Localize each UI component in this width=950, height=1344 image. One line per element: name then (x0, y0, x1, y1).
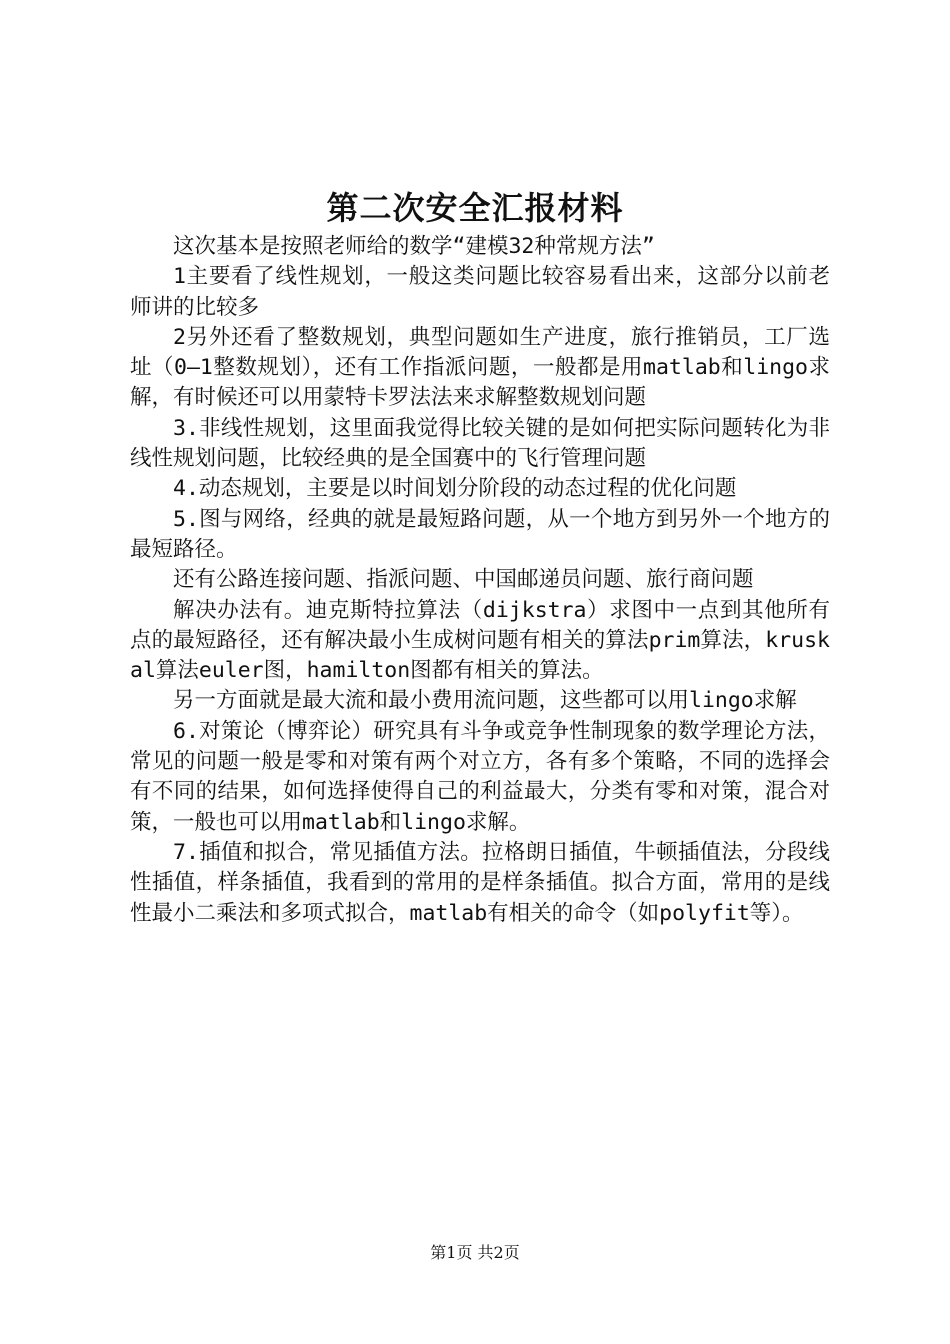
paragraph: 4.动态规划，主要是以时间划分阶段的动态过程的优化问题 (173, 476, 737, 502)
paragraph: 还有公路连接问题、指派问题、中国邮递员问题、旅行商问题 (173, 567, 754, 593)
paragraph: 另一方面就是最大流和最小费用流问题，这些都可以用lingo求解 (173, 688, 797, 714)
paragraph: 5.图与网络，经典的就是最短路问题，从一个地方到另外一个地方的最短路径。 (130, 506, 830, 562)
paragraph: 3.非线性规划，这里面我觉得比较关键的是如何把实际问题转化为非线性规划问题，比较经典的是全国赛中的飞行管理问题 (130, 415, 830, 472)
paragraph: 7.插值和拟合，常见插值方法。拉格朗日插值，牛顿插值法，分段线性插值，样条插值，我看到的常用的是样条插值。拟合方面，常用的是线性最小二乘法和多项式拟合，matlab有相关的命令（如polyfit等）。 (130, 839, 830, 926)
paragraph: 2另外还看了整数规划，典型问题如生产进度，旅行推销员，工厂选址（0—1整数规划），还有工作指派问题，一般都是用matlab和lingo求解，有时候还可以用蒙特卡罗法法来求解整数规划问题 (130, 324, 830, 411)
paragraph: 6.对策论（博弈论）研究具有斗争或竞争性制现象的数学理论方法，常见的问题一般是零和对策有两个对立方，各有多个策略，不同的选择会有不同的结果，如何选择使得自己的利益最大，分类有零和对策，混合对策，一般也可以用matlab和lingo求解。 (130, 718, 830, 835)
page-footer: 第1页 共2页 (430, 1243, 520, 1262)
paragraph: 解决办法有。迪克斯特拉算法（dijkstra）求图中一点到其他所有点的最短路径，还有解决最小生成树问题有相关的算法prim算法，kruskal算法euler图，hamilton图都有相关的算法。 (130, 597, 830, 684)
paragraph: 这次基本是按照老师给的数学“建模32种常规方法” (173, 234, 655, 259)
paragraph: 1主要看了线性规划，一般这类问题比较容易看出来，这部分以前老师讲的比较多 (130, 264, 830, 320)
document-title: 第二次安全汇报材料 (326, 189, 624, 227)
document-body (130, 232, 830, 929)
